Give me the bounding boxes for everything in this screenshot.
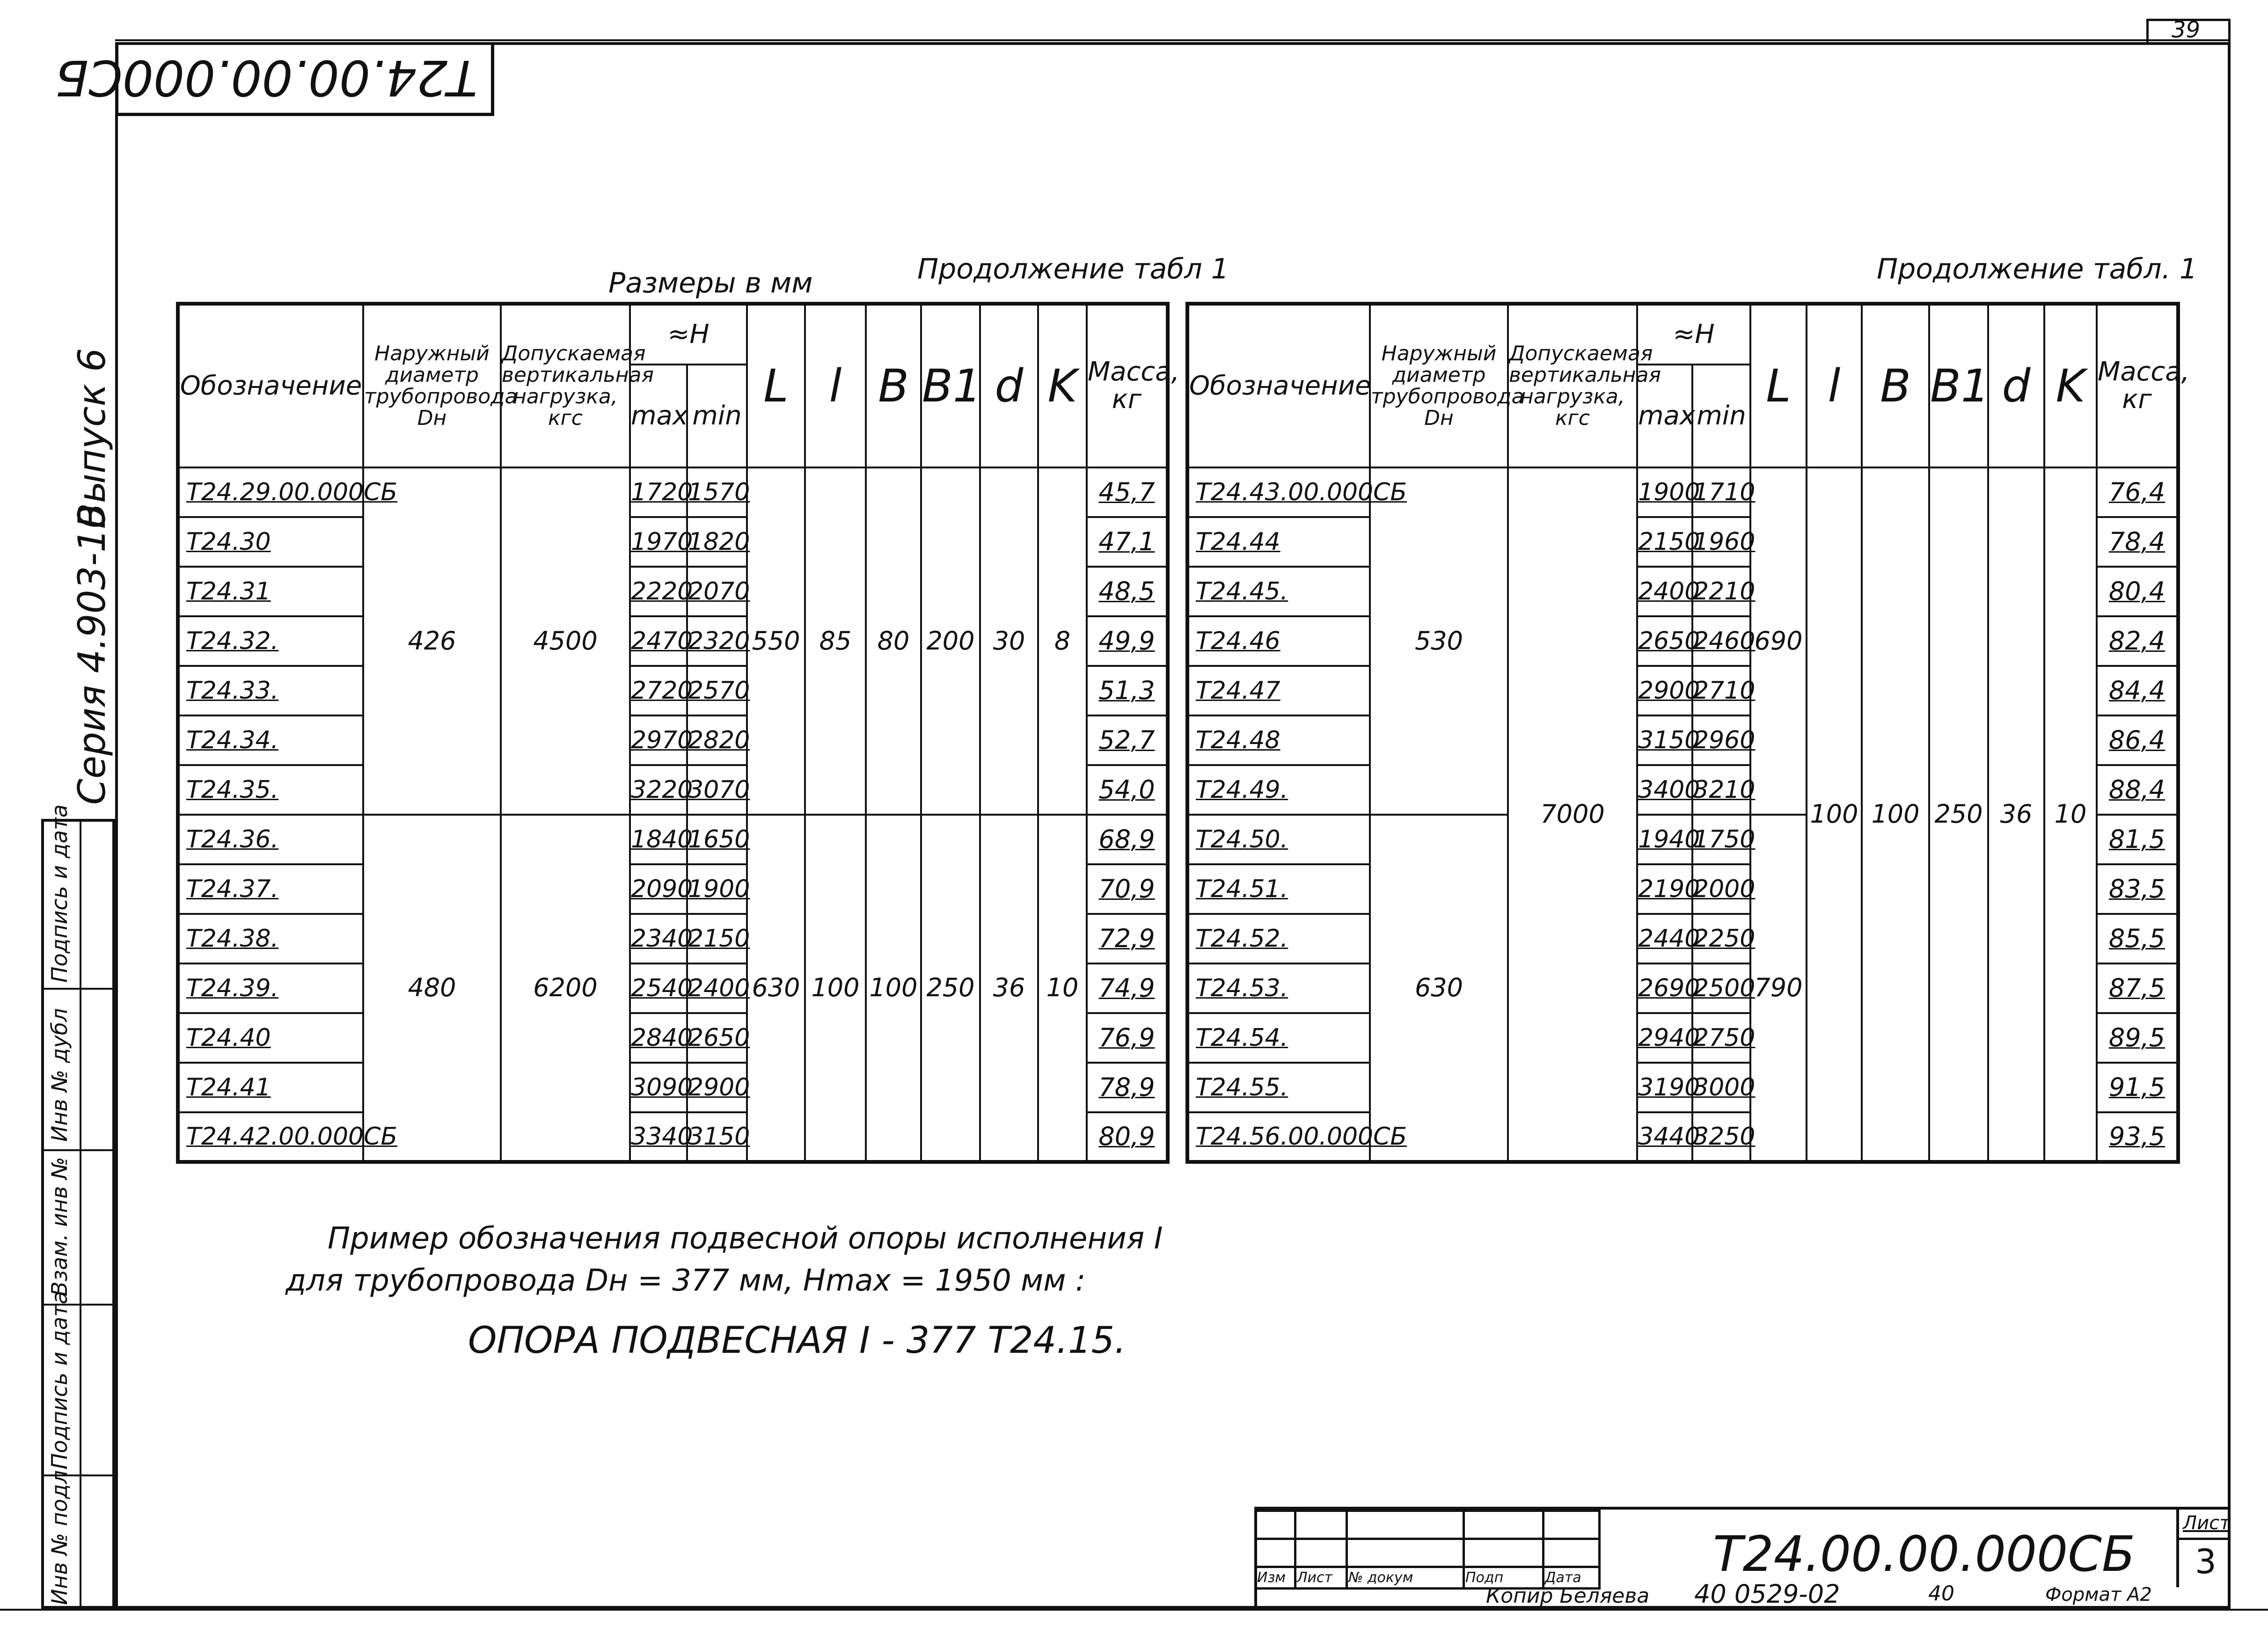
col-mass: Масса, кг (1087, 304, 1168, 467)
hmin-value: 3070 (687, 765, 747, 815)
mass-value: 47,1 (1087, 517, 1168, 567)
col-L: L (747, 304, 805, 467)
col-B: B (866, 304, 921, 467)
row-designation: Т24.37. (178, 864, 363, 914)
hmax-value: 1940 (1637, 815, 1692, 864)
hmax-value: 2400 (1637, 567, 1692, 616)
row-designation: Т24.29.00.000СБ (178, 467, 363, 517)
top-sheet-number: 39 (2172, 17, 2201, 43)
mass-value: 88,4 (2097, 765, 2178, 815)
B-value: 100 (1862, 467, 1929, 1162)
side-stamp-replace-inv: Взам. инв № (47, 1157, 72, 1296)
mass-value: 84,4 (2097, 666, 2178, 715)
hmax-value: 3340 (630, 1112, 687, 1162)
mass-value: 54,0 (1087, 765, 1168, 815)
row-designation: Т24.39. (178, 963, 363, 1013)
archive-number: 40 0529-02 (1694, 1579, 1840, 1609)
col-h: ≈H (1637, 304, 1750, 365)
hmin-value: 2710 (1692, 666, 1750, 715)
format-label: Формат А2 (2045, 1584, 2152, 1606)
hmax-value: 3220 (630, 765, 687, 815)
B-value: 80 (866, 467, 921, 815)
hmax-value: 3190 (1637, 1063, 1692, 1112)
col-designation: Обозначение (1187, 304, 1370, 467)
side-stamp-signature-2: Подпись и дата (47, 1291, 72, 1469)
hmin-value: 2900 (687, 1063, 747, 1112)
hmax-value: 3440 (1637, 1112, 1692, 1162)
d-value: 36 (1988, 467, 2044, 1162)
mass-value: 93,5 (2097, 1112, 2178, 1162)
hmin-value: 2650 (687, 1013, 747, 1063)
hmin-value: 2750 (1692, 1013, 1750, 1063)
rev-col-doc: № докум (1347, 1567, 1464, 1589)
issue-label: Выпуск 6 (70, 348, 114, 529)
example-note-line-1: Пример обозначения подвесной опоры исполнения I (328, 1221, 1163, 1256)
hmax-value: 2940 (1637, 1013, 1692, 1063)
col-load: Допускаемая вертикальная нагрузка, кгс (1508, 304, 1637, 467)
row-designation: Т24.30 (178, 517, 363, 567)
mass-value: 78,4 (2097, 517, 2178, 567)
left-table (176, 302, 1180, 1164)
hmin-value: 3000 (1692, 1063, 1750, 1112)
col-h: ≈H (630, 304, 747, 365)
hmax-value: 3400 (1637, 765, 1692, 815)
row-designation: Т24.46 (1187, 616, 1370, 666)
row-designation: Т24.32. (178, 616, 363, 666)
row-designation: Т24.35. (178, 765, 363, 815)
continuation-left: Продолжение табл 1 (917, 253, 1229, 285)
col-l: l (1807, 304, 1862, 467)
load-value: 7000 (1508, 467, 1637, 1162)
hmin-value: 2250 (1692, 914, 1750, 963)
row-designation: Т24.53. (1187, 963, 1370, 1013)
mass-value: 76,4 (2097, 467, 2178, 517)
row-designation: Т24.45. (1187, 567, 1370, 616)
mass-value: 45,7 (1087, 467, 1168, 517)
hmax-value: 2900 (1637, 666, 1692, 715)
B1-value: 200 (921, 467, 980, 815)
hmax-value: 2220 (630, 567, 687, 616)
hmax-value: 1720 (630, 467, 687, 517)
hmin-value: 1710 (1692, 467, 1750, 517)
col-hmax: max (630, 365, 687, 467)
sheet-number: 3 (2195, 1542, 2217, 1581)
l-value: 85 (805, 467, 866, 815)
copy-by: Копир Беляева (1486, 1584, 1650, 1608)
col-hmin: min (1692, 365, 1750, 467)
row-designation: Т24.40 (178, 1013, 363, 1063)
row-designation: Т24.49. (1187, 765, 1370, 815)
mass-value: 74,9 (1087, 963, 1168, 1013)
hmax-value: 2840 (630, 1013, 687, 1063)
B-value: 100 (866, 815, 921, 1162)
row-designation: Т24.44 (1187, 517, 1370, 567)
row-designation: Т24.38. (178, 914, 363, 963)
row-designation: Т24.41 (178, 1063, 363, 1112)
hmin-value: 1960 (1692, 517, 1750, 567)
row-designation: Т24.36. (178, 815, 363, 864)
hmax-value: 3150 (1637, 715, 1692, 765)
mass-value: 76,9 (1087, 1013, 1168, 1063)
rev-col-date: Дата (1544, 1567, 1600, 1589)
side-stamp-dup-inv: Инв № дубл (47, 1008, 72, 1142)
K-value: 10 (1038, 815, 1087, 1162)
hmax-value: 2440 (1637, 914, 1692, 963)
mass-value: 80,4 (2097, 567, 2178, 616)
hmax-value: 2690 (1637, 963, 1692, 1013)
continuation-right: Продолжение табл. 1 (1877, 253, 2198, 285)
B1-value: 250 (1929, 467, 1988, 1162)
diameter-value: 426 (363, 467, 501, 815)
col-designation: Обозначение (178, 304, 363, 467)
title-code: Т24.00.00.000СБ (1713, 1525, 2136, 1583)
table-row (178, 815, 1168, 864)
example-note-line-2: для трубопровода Dн = 377 мм, Hmax = 1950 мм : (285, 1263, 1086, 1298)
hmax-value: 2340 (630, 914, 687, 963)
hmax-value: 1900 (1637, 467, 1692, 517)
d-value: 36 (980, 815, 1038, 1162)
col-mass: Масса, кг (2097, 304, 2178, 467)
top-code: Т24.00.00.000СБ (55, 49, 477, 106)
col-diameter: Наружный диаметр трубопровода Dн (1370, 304, 1508, 467)
hmin-value: 1820 (687, 517, 747, 567)
mass-value: 78,9 (1087, 1063, 1168, 1112)
example-designation: ОПОРА ПОДВЕСНАЯ I - 377 Т24.15. (468, 1320, 1127, 1362)
top-border-line (115, 39, 2231, 41)
mass-value: 83,5 (2097, 864, 2178, 914)
K-value: 10 (2044, 467, 2097, 1162)
diameter-value: 530 (1370, 467, 1508, 815)
hmax-value: 2190 (1637, 864, 1692, 914)
revision-grid (1254, 1510, 1601, 1590)
table-row (1187, 467, 2178, 517)
right-table (1185, 302, 2190, 1164)
hmin-value: 2070 (687, 567, 747, 616)
row-designation: Т24.51. (1187, 864, 1370, 914)
hmin-value: 1570 (687, 467, 747, 517)
col-K: K (1038, 304, 1087, 467)
hmax-value: 2090 (630, 864, 687, 914)
mass-value: 82,4 (2097, 616, 2178, 666)
col-B1: B1 (921, 304, 980, 467)
L-value: 790 (1750, 815, 1807, 1162)
hmin-value: 2150 (687, 914, 747, 963)
hmin-value: 2500 (1692, 963, 1750, 1013)
rev-col-sign: Подп (1464, 1567, 1544, 1589)
d-value: 30 (980, 467, 1038, 815)
hmin-value: 1750 (1692, 815, 1750, 864)
hmax-value: 2150 (1637, 517, 1692, 567)
row-designation: Т24.43.00.000СБ (1187, 467, 1370, 517)
rev-col-sheet: Лист (1295, 1567, 1347, 1589)
mass-value: 70,9 (1087, 864, 1168, 914)
hmax-value: 3090 (630, 1063, 687, 1112)
col-l: l (805, 304, 866, 467)
col-d: d (980, 304, 1038, 467)
mass-value: 81,5 (2097, 815, 2178, 864)
row-designation: Т24.42.00.000СБ (178, 1112, 363, 1162)
sheet-label: Лист (2183, 1512, 2231, 1534)
mass-value: 68,9 (1087, 815, 1168, 864)
hmin-value: 2400 (687, 963, 747, 1013)
col-hmin: min (687, 365, 747, 467)
row-designation: Т24.50. (1187, 815, 1370, 864)
hmax-value: 1970 (630, 517, 687, 567)
row-designation: Т24.47 (1187, 666, 1370, 715)
col-B: B (1862, 304, 1929, 467)
hmin-value: 1650 (687, 815, 747, 864)
col-hmax: max (1637, 365, 1692, 467)
L-value: 630 (747, 815, 805, 1162)
mass-value: 80,9 (1087, 1112, 1168, 1162)
load-value: 6200 (501, 815, 630, 1162)
mass-value: 48,5 (1087, 567, 1168, 616)
col-diameter: Наружный диаметр трубопровода Dн (363, 304, 501, 467)
diameter-value: 480 (363, 815, 501, 1162)
outer-border-line (0, 1609, 2268, 1611)
rev-col-change: Изм (1256, 1567, 1295, 1589)
hmin-value: 3150 (687, 1112, 747, 1162)
row-designation: Т24.56.00.000СБ (1187, 1112, 1370, 1162)
L-value: 690 (1750, 467, 1807, 815)
B1-value: 250 (921, 815, 980, 1162)
hmax-value: 2650 (1637, 616, 1692, 666)
diameter-value: 630 (1370, 815, 1508, 1162)
col-L: L (1750, 304, 1807, 467)
load-value: 4500 (501, 467, 630, 815)
L-value: 550 (747, 467, 805, 815)
mass-value: 72,9 (1087, 914, 1168, 963)
side-stamp-signature-1: Подпись и дата (47, 804, 72, 983)
hmin-value: 2460 (1692, 616, 1750, 666)
col-load: Допускаемая вертикальная нагрузка, кгс (501, 304, 630, 467)
hmax-value: 2540 (630, 963, 687, 1013)
hmin-value: 3210 (1692, 765, 1750, 815)
col-B1: B1 (1929, 304, 1988, 467)
l-value: 100 (1807, 467, 1862, 1162)
mass-value: 51,3 (1087, 666, 1168, 715)
row-designation: Т24.52. (1187, 914, 1370, 963)
hmin-value: 2320 (687, 616, 747, 666)
hmin-value: 2820 (687, 715, 747, 765)
hmax-value: 2470 (630, 616, 687, 666)
row-designation: Т24.34. (178, 715, 363, 765)
hmax-value: 1840 (630, 815, 687, 864)
row-designation: Т24.31 (178, 567, 363, 616)
col-K: K (2044, 304, 2097, 467)
series-label: Серия 4.903-10 (70, 504, 114, 805)
mass-value: 85,5 (2097, 914, 2178, 963)
row-designation: Т24.48 (1187, 715, 1370, 765)
mass-value: 52,7 (1087, 715, 1168, 765)
hmin-value: 2960 (1692, 715, 1750, 765)
l-value: 100 (805, 815, 866, 1162)
hmax-value: 2970 (630, 715, 687, 765)
mass-value: 91,5 (2097, 1063, 2178, 1112)
mass-value: 87,5 (2097, 963, 2178, 1013)
hmin-value: 2210 (1692, 567, 1750, 616)
row-designation: Т24.54. (1187, 1013, 1370, 1063)
hmin-value: 1900 (687, 864, 747, 914)
col-d: d (1988, 304, 2044, 467)
row-designation: Т24.55. (1187, 1063, 1370, 1112)
sizes-caption: Размеры в мм (608, 267, 813, 299)
mass-value: 49,9 (1087, 616, 1168, 666)
row-designation: Т24.33. (178, 666, 363, 715)
hmin-value: 3250 (1692, 1112, 1750, 1162)
hmin-value: 2570 (687, 666, 747, 715)
table-row (178, 467, 1168, 517)
page-count: 40 (1928, 1582, 1954, 1606)
mass-value: 89,5 (2097, 1013, 2178, 1063)
mass-value: 86,4 (2097, 715, 2178, 765)
hmin-value: 2000 (1692, 864, 1750, 914)
K-value: 8 (1038, 467, 1087, 815)
side-stamp-orig-inv: Инв № подл. (47, 1463, 72, 1605)
hmax-value: 2720 (630, 666, 687, 715)
